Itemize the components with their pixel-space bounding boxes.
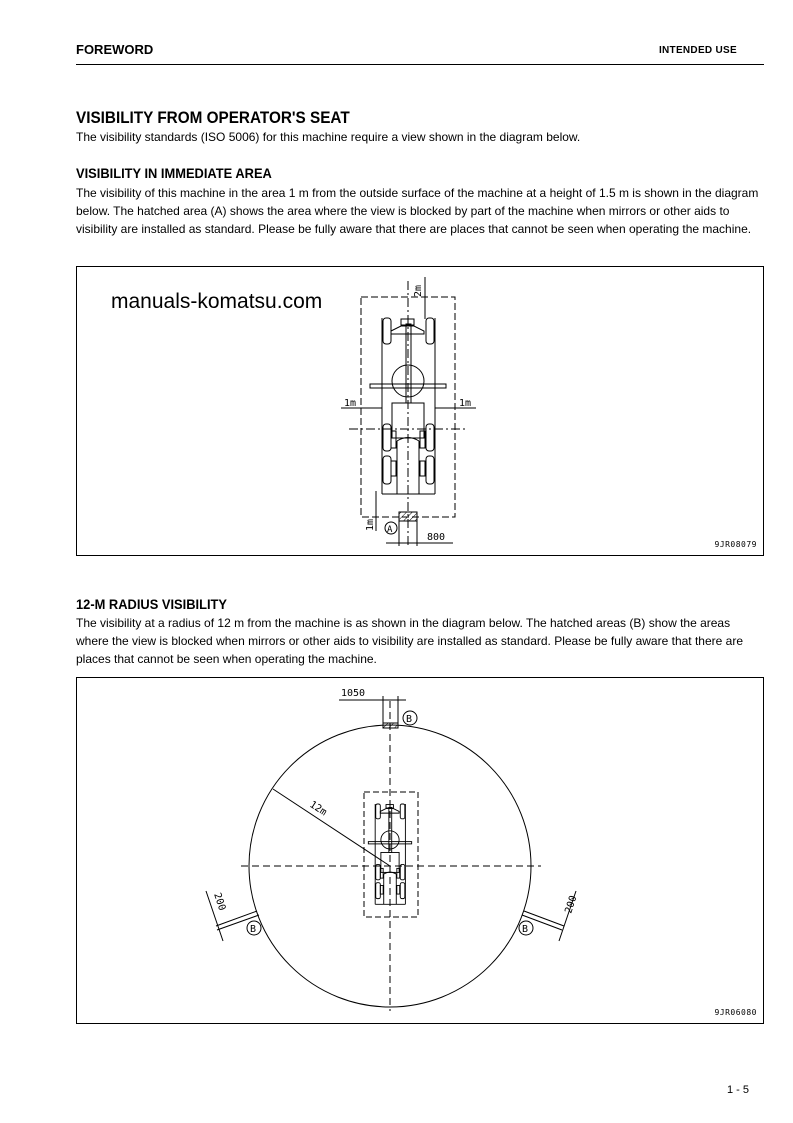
radius-label: 12m (307, 799, 329, 819)
page-title: VISIBILITY FROM OPERATOR'S SEAT (76, 108, 350, 127)
header-subsection: INTENDED USE (658, 45, 737, 56)
dim-width-label: 800 (427, 532, 446, 543)
marker-b-left-label: B (250, 924, 257, 935)
dim-bottom-label: 1m (365, 518, 376, 531)
marker-b-right-label: B (522, 924, 529, 935)
radius-line (273, 789, 390, 866)
hatched-area-b-top (383, 723, 398, 728)
figure-code: 9JR06080 (714, 1008, 757, 1017)
dim-top-label: 1050 (341, 688, 366, 699)
watermark: manuals-komatsu.com (111, 290, 323, 313)
hatched-area-a (399, 512, 417, 521)
dim-left-label: 200 (211, 891, 228, 913)
radius-heading: 12-M RADIUS VISIBILITY (76, 596, 228, 612)
immediate-area-heading: VISIBILITY IN IMMEDIATE AREA (76, 165, 272, 181)
header-section-title: FOREWORD (76, 42, 154, 57)
radius-figure (76, 677, 764, 1024)
immediate-area-text: The visibility of this machine in the area 1 m from the outside surface of the machine at a height of 1.5 m is shown in the diagram below. The hatched area (A) shows the area where the view is blocked by part of the machine when mirrors or other aids to visibility are installed as standard. Please be fully aware that there are places that cannot be seen when operating the machine. (76, 186, 759, 236)
dim-top-label: 2m (413, 284, 424, 297)
radius-diagram (77, 678, 765, 1025)
dim-left-label: 1m (344, 398, 357, 409)
intro-text: The visibility standards (ISO 5006) for this machine require a view shown in the diagram below. (76, 130, 581, 144)
marker-a-label: A (387, 525, 393, 535)
immediate-area-figure (76, 266, 764, 556)
figure-code: 9JR08079 (714, 540, 757, 549)
marker-b-top-label: B (406, 714, 413, 725)
header-divider (76, 64, 764, 65)
radius-text: The visibility at a radius of 12 m from the machine is as shown in the diagram below. The hatched areas (B) show the areas where the view is blocked when mirrors or other aids to visibility are installed as standard. Please be fully aware that there are places that cannot be seen when operating the machine. (76, 616, 743, 666)
page-number: 1 - 5 (726, 1084, 749, 1096)
dim-right-label: 200 (563, 894, 580, 915)
dim-right-label: 1m (459, 398, 472, 409)
hatched-area-b-right (522, 911, 564, 930)
